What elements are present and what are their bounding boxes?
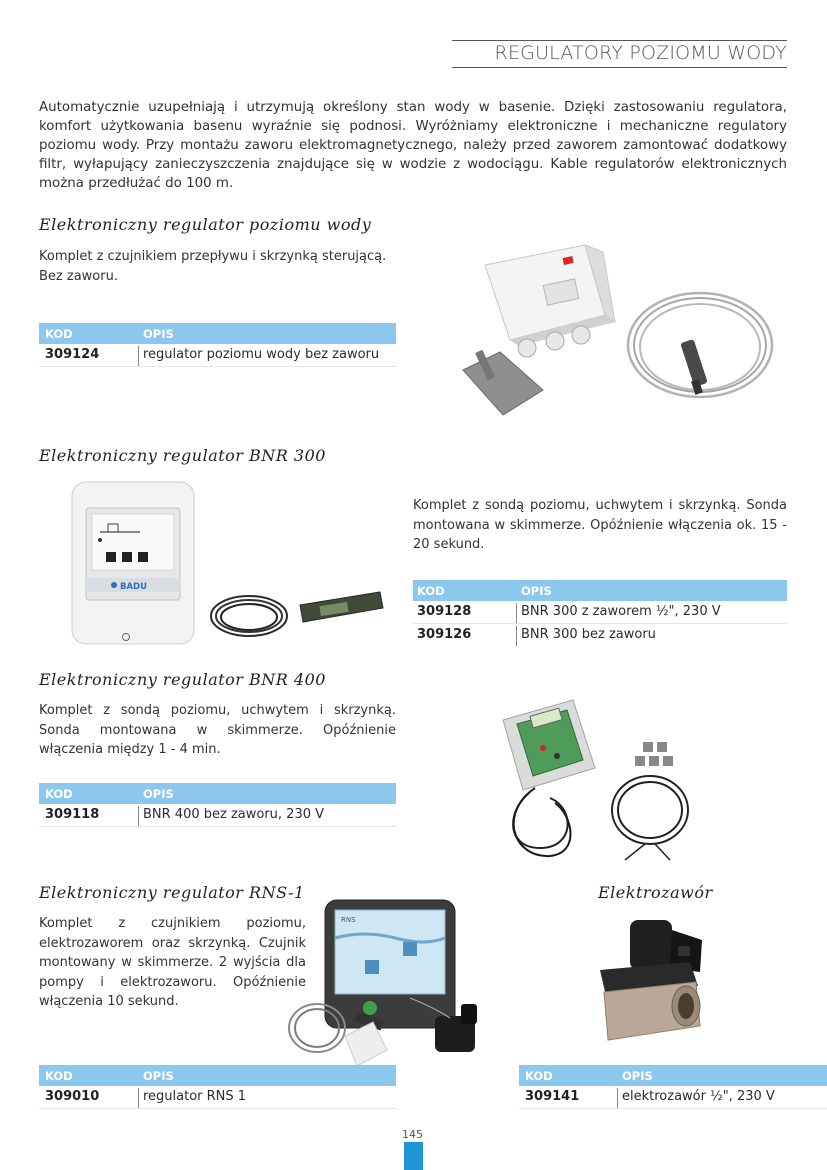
kod-header: KOD — [45, 787, 73, 801]
section-description-regulator-poziomu: Komplet z czujnikiem przepływu i skrzynką sterującą. Bez zaworu. — [39, 249, 387, 284]
table-row — [413, 601, 787, 624]
opis-header: OPIS — [143, 327, 174, 341]
brand-logo: RNS — [341, 916, 356, 924]
component-icon — [540, 745, 546, 751]
pump-indicator-icon — [365, 960, 379, 974]
valve-coil — [461, 1004, 477, 1024]
page-tab-marker — [404, 1142, 423, 1170]
valve-port-inner — [678, 993, 694, 1019]
product-code: 309124 — [45, 347, 100, 362]
opis-header: OPIS — [521, 584, 552, 598]
brand-logo: BADU — [120, 582, 148, 592]
product-description: BNR 300 bez zaworu — [521, 627, 656, 642]
panel-button — [106, 552, 116, 562]
led-icon — [98, 538, 102, 542]
section-title-bnr-300: Elektroniczny regulator BNR 300 — [39, 446, 326, 465]
mounting-bracket — [463, 352, 543, 415]
cable-gland — [546, 332, 564, 350]
sensor-cable — [514, 793, 571, 856]
panel-button — [138, 552, 148, 562]
table-header — [39, 1065, 396, 1086]
green-button — [363, 1001, 377, 1015]
product-table-bnr-300 — [413, 580, 787, 646]
probe-cable-coil — [612, 776, 688, 844]
column-divider — [138, 1088, 139, 1108]
page-title: REGULATORY POZIOMU WODY — [494, 42, 787, 64]
product-description: BNR 400 bez zaworu, 230 V — [143, 807, 325, 822]
product-code: 309126 — [417, 627, 472, 642]
kod-header: KOD — [45, 327, 73, 341]
product-description: elektrozawór ½", 230 V — [622, 1089, 775, 1104]
intro-paragraph: Automatycznie uzupełniają i utrzymują określony stan wody w basenie. Dzięki zastosowaniu regulatora, komfort użytkowania basenu wyraźnie się podnosi. Wyróżniamy elektroniczne i mechaniczne regulatory poziomu wody. Przy montażu zaworu elektromagnetycznego, należy przed zaworem zamontować dodatkowy filtr, wyłapujący zanieczyszczenia znajdujące się w wodzie z wodociągu. Kable regulatorów elektronicznych można przedłużać do 100 m. — [39, 100, 787, 191]
column-divider — [516, 626, 517, 646]
opis-header: OPIS — [143, 1069, 174, 1083]
connector-screw-icon — [678, 946, 690, 956]
product-code: 309118 — [45, 807, 100, 822]
badu-logo-icon — [111, 582, 117, 588]
terminal-block — [663, 756, 673, 766]
column-divider — [516, 603, 517, 623]
power-indicator-icon — [403, 942, 417, 956]
cable-end — [655, 844, 670, 860]
section-description-bnr-300: Komplet z sondą poziomu, uchwytem i skrzynką. Sonda montowana w skimmerze. Opóźnienie włączenia ok. 15 - 20 sekund. — [413, 498, 787, 552]
panel-button — [122, 552, 132, 562]
opis-header: OPIS — [622, 1069, 653, 1083]
section-title-elektrozawor: Elektrozawór — [598, 883, 713, 902]
table-row — [39, 1086, 396, 1109]
table-header — [413, 580, 787, 601]
cable-gland — [572, 326, 590, 344]
opis-header: OPIS — [143, 787, 174, 801]
kod-header: KOD — [525, 1069, 553, 1083]
kod-header: KOD — [417, 584, 445, 598]
product-photo-bnr-400 — [495, 698, 720, 866]
terminal-block — [649, 756, 659, 766]
sensor-cable — [513, 788, 568, 848]
table-row — [519, 1086, 827, 1109]
table-header — [39, 783, 396, 804]
kod-header: KOD — [45, 1069, 73, 1083]
cable-gland — [518, 339, 536, 357]
section-title-bnr-400: Elektroniczny regulator BNR 400 — [39, 670, 326, 689]
table-header — [39, 323, 396, 344]
probe-cable-coil — [295, 1009, 339, 1047]
product-description: regulator RNS 1 — [143, 1089, 247, 1104]
product-table-rns-1 — [39, 1065, 396, 1109]
page-header — [452, 40, 787, 68]
component-icon — [554, 753, 560, 759]
product-photo-bnr-300-box — [70, 480, 196, 646]
section-description-bnr-400: Komplet z sondą poziomu, uchwytem i skrzynką. Sonda montowana w skimmerze. Opóźnienie włączenia między 1 - 4 min. — [39, 703, 396, 757]
product-code: 309010 — [45, 1089, 100, 1104]
probe-cable-coil — [221, 604, 277, 630]
product-photo-rns-1 — [285, 898, 495, 1068]
terminal-block — [657, 742, 667, 752]
panel-diagram — [92, 514, 174, 570]
product-photo-elektrozawor — [590, 910, 715, 1050]
terminal-block — [635, 756, 645, 766]
page-number: 145 — [402, 1128, 423, 1141]
table-row — [39, 804, 396, 827]
flow-sensor — [680, 339, 708, 387]
product-description: regulator poziomu wody bez zaworu — [143, 347, 380, 362]
product-table-elektrozawor — [519, 1065, 827, 1109]
table-row — [413, 624, 787, 646]
product-photo-bnr-300-probe — [205, 580, 390, 645]
product-description: BNR 300 z zaworem ½", 230 V — [521, 604, 721, 619]
product-code: 309128 — [417, 604, 472, 619]
column-divider — [138, 806, 139, 826]
product-table-bnr-400 — [39, 783, 396, 827]
section-description-rns-1: Komplet z czujnikiem poziomu, elektrozaworem oraz skrzynką. Czujnik montowany w skimmerze. 2 wyjścia dla pompy i elektrozaworu. Opóźnienie włączenia 10 sekund. — [39, 916, 306, 1009]
column-divider — [138, 346, 139, 366]
product-photo-regulator-poziomu — [455, 240, 775, 430]
table-header — [519, 1065, 827, 1086]
cable-end — [625, 844, 645, 860]
table-row — [39, 344, 396, 367]
product-table-regulator-poziomu — [39, 323, 396, 367]
terminal-block — [643, 742, 653, 752]
valve-coil — [630, 920, 672, 970]
section-title-regulator-poziomu: Elektroniczny regulator poziomu wody — [39, 215, 372, 234]
column-divider — [617, 1088, 618, 1108]
product-code: 309141 — [525, 1089, 580, 1104]
probe-cable-coil — [618, 782, 682, 838]
section-title-rns-1: Elektroniczny regulator RNS-1 — [39, 883, 305, 902]
